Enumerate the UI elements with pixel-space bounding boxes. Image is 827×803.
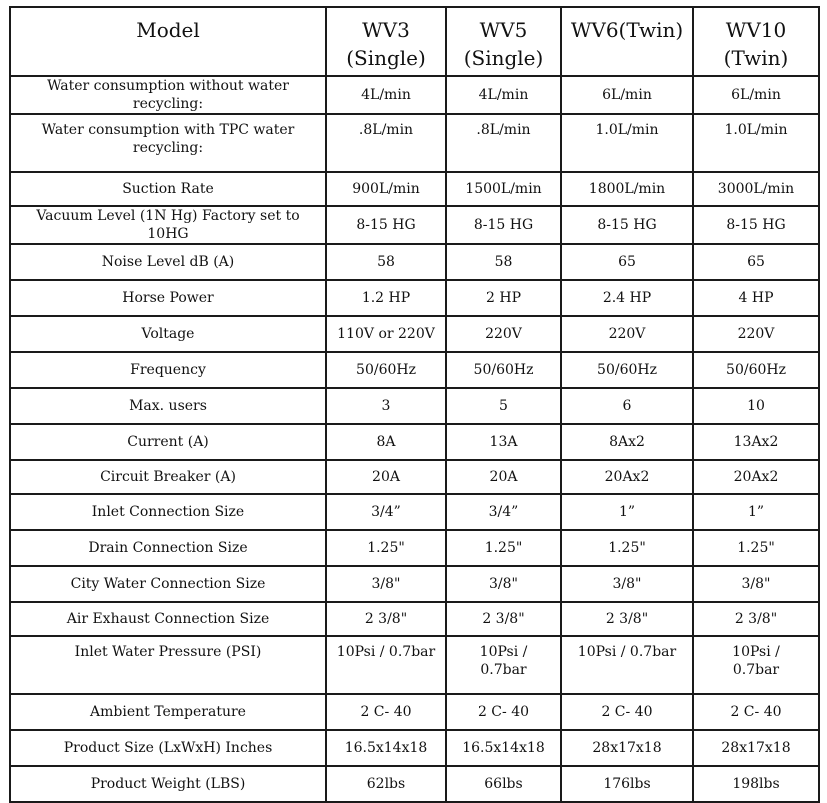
cell-value: 220V [693, 316, 819, 352]
cell-value: 3/8" [446, 566, 561, 602]
row-label: Vacuum Level (1N Hg) Factory set to 10HG [10, 206, 326, 244]
row-label: Horse Power [10, 280, 326, 316]
cell-value: 3/8" [326, 566, 446, 602]
cell-value: 20A [446, 460, 561, 494]
cell-value: 1” [561, 494, 693, 530]
row-label: Water consumption without water recycling: [10, 76, 326, 114]
cell-value: 220V [561, 316, 693, 352]
cell-value: 2.4 HP [561, 280, 693, 316]
table-row [10, 76, 819, 114]
row-label: Voltage [10, 316, 326, 352]
cell-value: 20Ax2 [561, 460, 693, 494]
cell-value: 4 HP [693, 280, 819, 316]
row-label: Water consumption with TPC water recycling: [10, 114, 326, 172]
cell-value: 3/4” [326, 494, 446, 530]
cell-value: 10Psi / 0.7bar [693, 636, 819, 694]
cell-value: 50/60Hz [446, 352, 561, 388]
cell-value: 20Ax2 [693, 460, 819, 494]
cell-value: 65 [561, 244, 693, 280]
table-row [10, 636, 819, 694]
row-label: Current (A) [10, 424, 326, 460]
header-wv3: WV3 (Single) [326, 7, 446, 76]
row-label: Max. users [10, 388, 326, 424]
cell-value: 8-15 HG [561, 206, 693, 244]
table-row [10, 352, 819, 388]
header-wv6: WV6(Twin) [561, 7, 693, 76]
row-label: Product Size (LxWxH) Inches [10, 730, 326, 766]
cell-value: 2 3/8" [326, 602, 446, 636]
cell-value: 2 HP [446, 280, 561, 316]
cell-value: .8L/min [326, 114, 446, 172]
row-label: Suction Rate [10, 172, 326, 206]
cell-value: 1500L/min [446, 172, 561, 206]
cell-value: 1” [693, 494, 819, 530]
table-row [10, 280, 819, 316]
cell-value: 1.25" [693, 530, 819, 566]
cell-value: 5 [446, 388, 561, 424]
cell-value: 2 C- 40 [446, 694, 561, 730]
table-row [10, 206, 819, 244]
cell-value: 3 [326, 388, 446, 424]
cell-value: 50/60Hz [326, 352, 446, 388]
table-row [10, 530, 819, 566]
cell-value: 50/60Hz [693, 352, 819, 388]
cell-value: 1.25" [446, 530, 561, 566]
cell-value: 66lbs [446, 766, 561, 802]
row-label: Inlet Water Pressure (PSI) [10, 636, 326, 694]
cell-value: 2 3/8" [561, 602, 693, 636]
cell-value: 13A [446, 424, 561, 460]
cell-value: 16.5x14x18 [446, 730, 561, 766]
table-row [10, 494, 819, 530]
table-row [10, 730, 819, 766]
cell-value: 1800L/min [561, 172, 693, 206]
cell-value: 16.5x14x18 [326, 730, 446, 766]
row-label: Air Exhaust Connection Size [10, 602, 326, 636]
cell-value: 10Psi / 0.7bar [446, 636, 561, 694]
table-row [10, 172, 819, 206]
spec-table [9, 6, 820, 803]
cell-value: 1.25" [561, 530, 693, 566]
cell-value: 2 C- 40 [693, 694, 819, 730]
table-row [10, 388, 819, 424]
table-row [10, 766, 819, 802]
cell-value: 1.0L/min [561, 114, 693, 172]
cell-value: 198lbs [693, 766, 819, 802]
header-row [10, 7, 819, 76]
row-label: Frequency [10, 352, 326, 388]
table-row [10, 244, 819, 280]
cell-value: 1.25" [326, 530, 446, 566]
cell-value: 28x17x18 [693, 730, 819, 766]
cell-value: 10Psi / 0.7bar [326, 636, 446, 694]
row-label: Drain Connection Size [10, 530, 326, 566]
table-row [10, 114, 819, 172]
header-model: Model [10, 7, 326, 76]
header-wv10: WV10 (Twin) [693, 7, 819, 76]
table-row [10, 316, 819, 352]
cell-value: 20A [326, 460, 446, 494]
row-label: Inlet Connection Size [10, 494, 326, 530]
cell-value: 2 3/8" [693, 602, 819, 636]
cell-value: 50/60Hz [561, 352, 693, 388]
row-label: Circuit Breaker (A) [10, 460, 326, 494]
header-wv5: WV5 (Single) [446, 7, 561, 76]
table-row [10, 424, 819, 460]
cell-value: 900L/min [326, 172, 446, 206]
cell-value: 1.2 HP [326, 280, 446, 316]
cell-value: 28x17x18 [561, 730, 693, 766]
cell-value: 3/8" [561, 566, 693, 602]
cell-value: .8L/min [446, 114, 561, 172]
cell-value: 58 [326, 244, 446, 280]
cell-value: 110V or 220V [326, 316, 446, 352]
cell-value: 2 C- 40 [561, 694, 693, 730]
cell-value: 58 [446, 244, 561, 280]
table-row [10, 566, 819, 602]
cell-value: 176lbs [561, 766, 693, 802]
cell-value: 220V [446, 316, 561, 352]
cell-value: 3000L/min [693, 172, 819, 206]
cell-value: 8-15 HG [693, 206, 819, 244]
cell-value: 13Ax2 [693, 424, 819, 460]
cell-value: 4L/min [446, 76, 561, 114]
table-row [10, 460, 819, 494]
cell-value: 3/4” [446, 494, 561, 530]
cell-value: 62lbs [326, 766, 446, 802]
cell-value: 6L/min [693, 76, 819, 114]
table-row [10, 602, 819, 636]
cell-value: 8Ax2 [561, 424, 693, 460]
cell-value: 6L/min [561, 76, 693, 114]
cell-value: 8-15 HG [326, 206, 446, 244]
cell-value: 65 [693, 244, 819, 280]
table-row [10, 694, 819, 730]
cell-value: 10 [693, 388, 819, 424]
cell-value: 2 3/8" [446, 602, 561, 636]
cell-value: 10Psi / 0.7bar [561, 636, 693, 694]
cell-value: 4L/min [326, 76, 446, 114]
cell-value: 8A [326, 424, 446, 460]
cell-value: 1.0L/min [693, 114, 819, 172]
cell-value: 8-15 HG [446, 206, 561, 244]
cell-value: 3/8" [693, 566, 819, 602]
cell-value: 6 [561, 388, 693, 424]
row-label: City Water Connection Size [10, 566, 326, 602]
row-label: Noise Level dB (A) [10, 244, 326, 280]
row-label: Ambient Temperature [10, 694, 326, 730]
row-label: Product Weight (LBS) [10, 766, 326, 802]
cell-value: 2 C- 40 [326, 694, 446, 730]
